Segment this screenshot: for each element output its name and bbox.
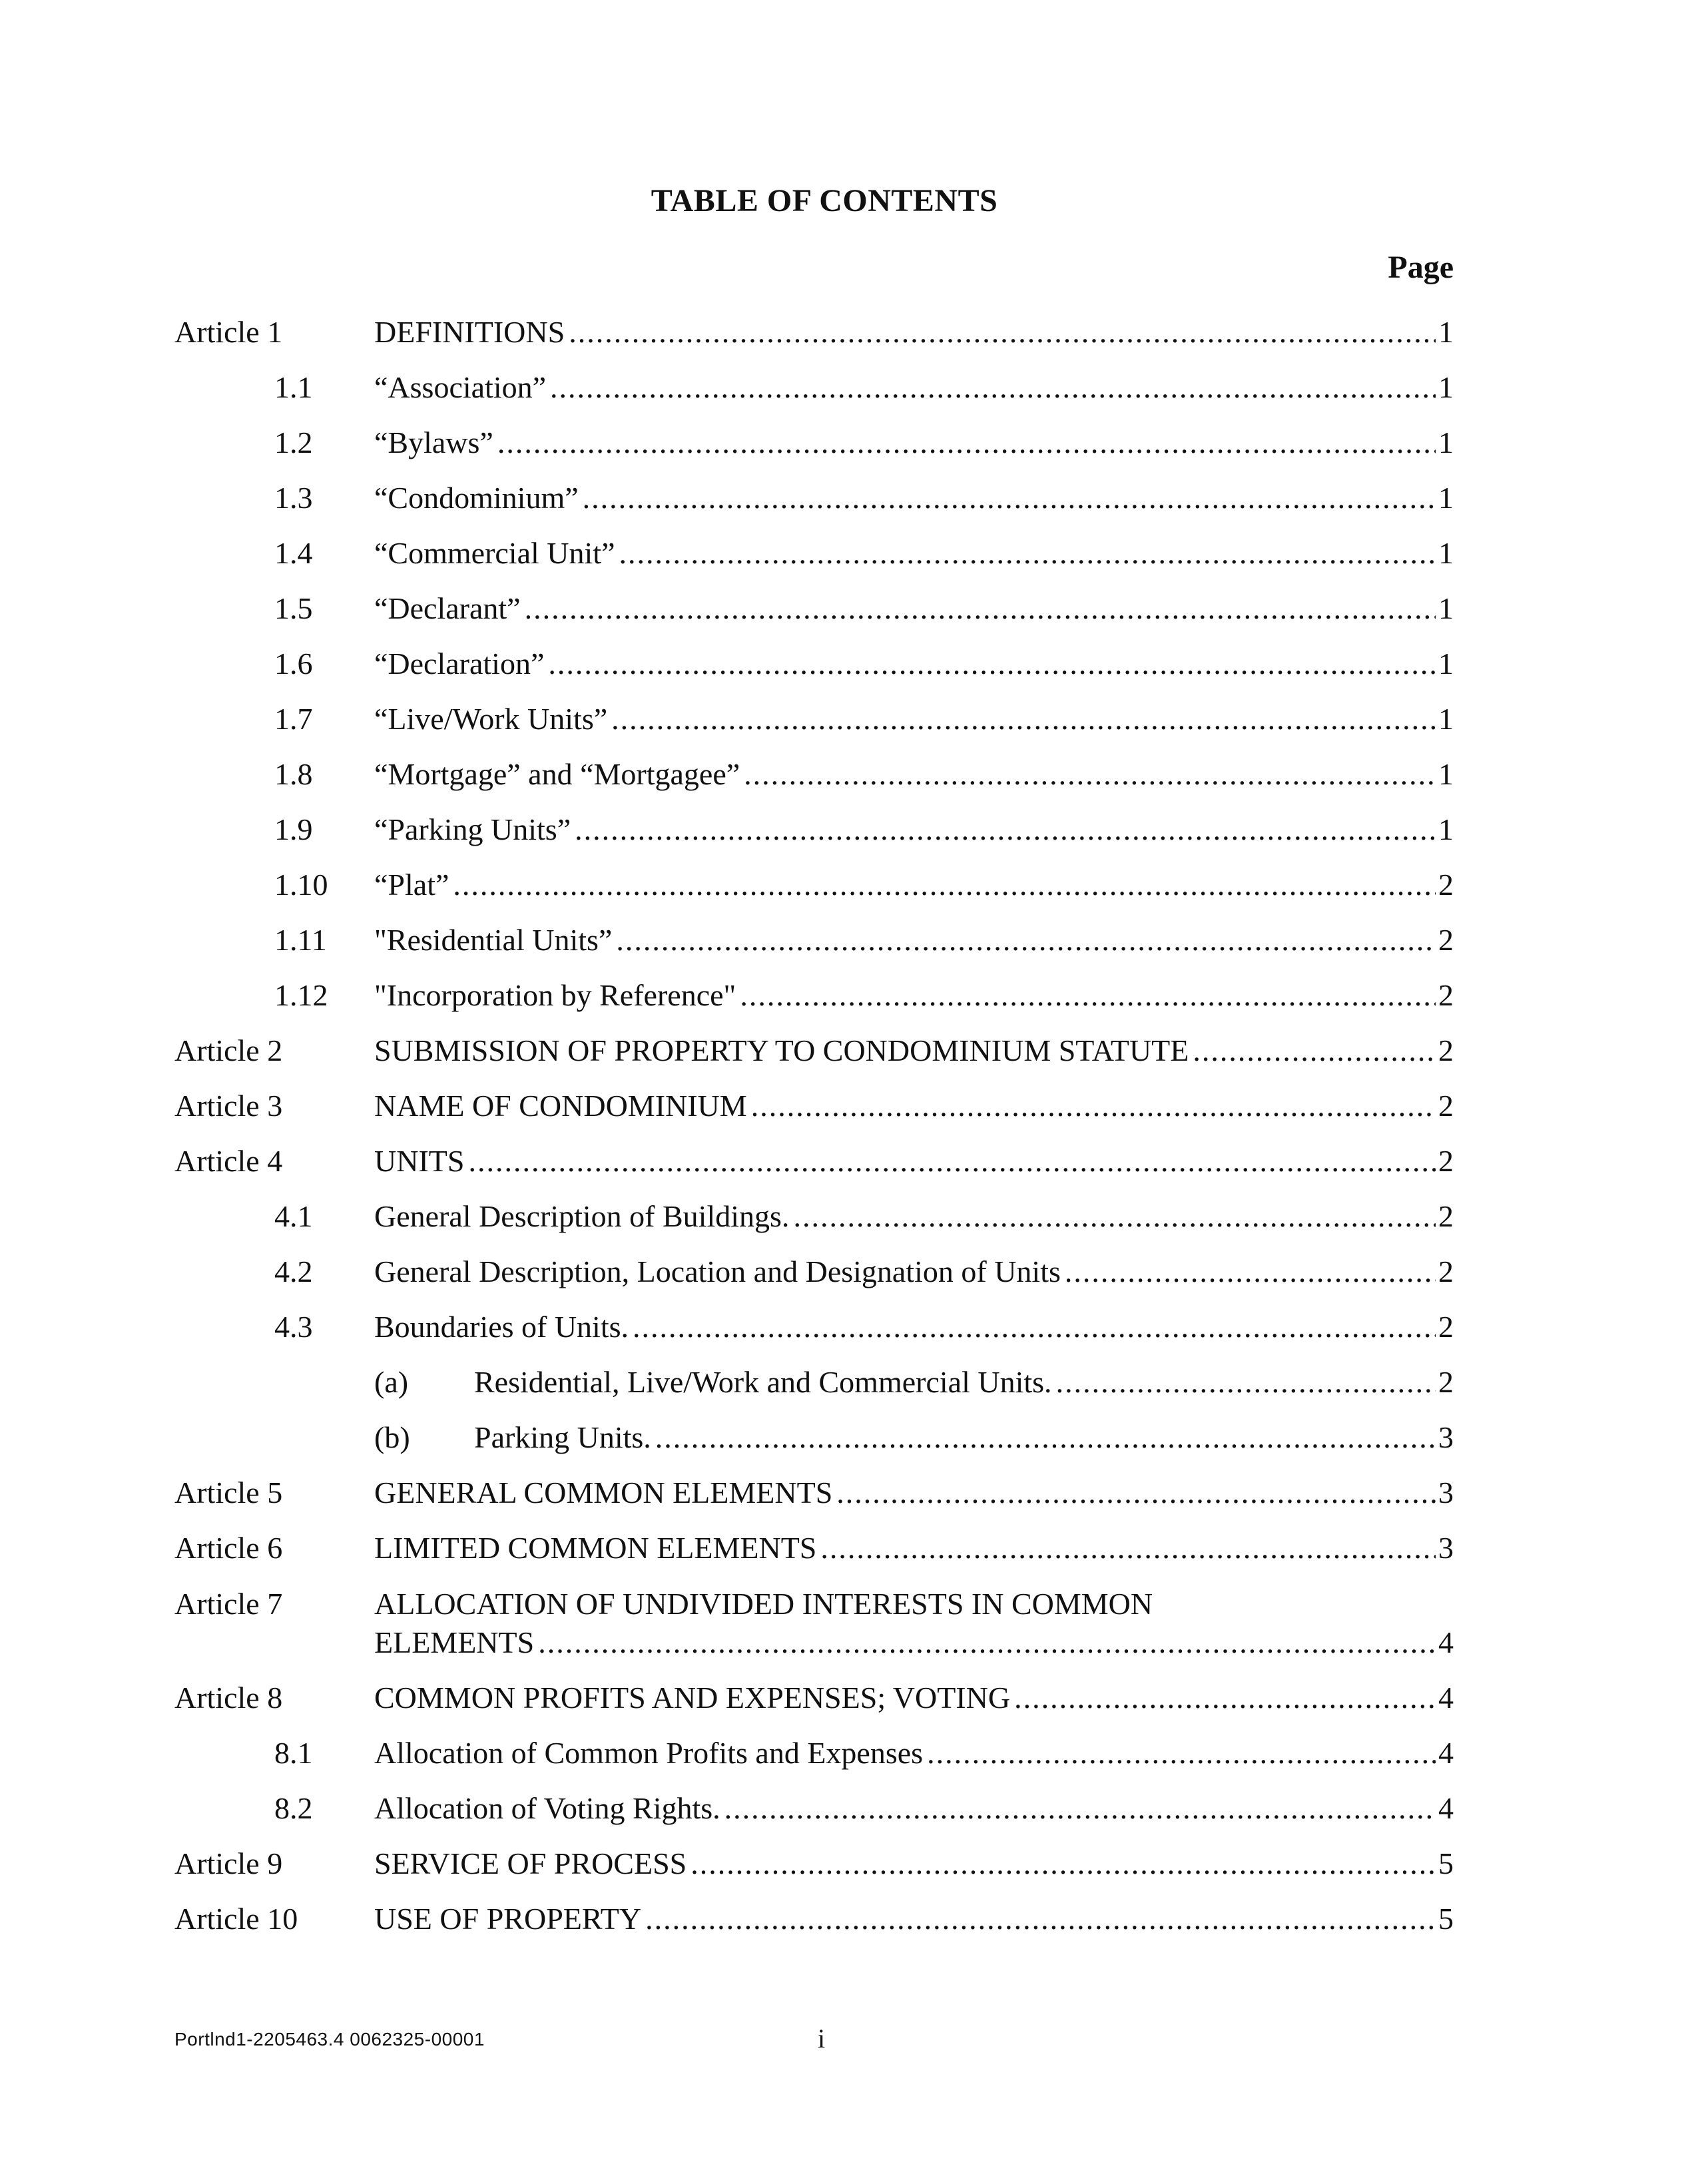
dot-leader: [583, 479, 1436, 517]
toc-entry-number: 1.5: [274, 591, 313, 625]
toc-entry-page: 2: [1438, 1144, 1454, 1178]
toc-entry-page: 3: [1438, 1531, 1454, 1565]
page-column-heading: Page: [1388, 250, 1454, 285]
toc-entry-number: (b): [374, 1420, 410, 1454]
toc-entry-number: 1.10: [274, 868, 328, 902]
dot-leader: [569, 313, 1436, 352]
toc-entry-title: General Description, Location and Designation of Units: [374, 1254, 1061, 1288]
toc-entry-page: 1: [1438, 536, 1454, 570]
toc-entry-page: 1: [1438, 812, 1454, 846]
toc-entry-title: ELEMENTS: [374, 1625, 535, 1659]
toc-entry-page: 5: [1438, 1902, 1454, 1936]
toc-entry-title: “Declaration”: [374, 647, 545, 681]
toc-entry-title: SERVICE OF PROCESS: [374, 1846, 687, 1880]
toc-entry-title: DEFINITIONS: [374, 315, 565, 349]
toc-entry-title: “Commercial Unit”: [374, 536, 615, 570]
dot-leader: [724, 1789, 1436, 1828]
dot-leader: [645, 1900, 1436, 1938]
dot-leader: [453, 866, 1436, 904]
page-number: i: [818, 2024, 826, 2053]
document-id: Portlnd1-2205463.4 0062325-00001: [174, 2029, 485, 2049]
toc-entry-page: 1: [1438, 425, 1454, 459]
toc-entry-page: 4: [1438, 1736, 1454, 1770]
dot-leader: [619, 534, 1436, 573]
dot-leader: [633, 1308, 1436, 1346]
toc-entry-page: 1: [1438, 481, 1454, 515]
toc-entry-page: 2: [1438, 1033, 1454, 1067]
page-title: TABLE OF CONTENTS: [651, 183, 998, 218]
toc-entry-number: 8.2: [274, 1791, 313, 1825]
dot-leader: [616, 921, 1436, 959]
toc-entry-number: Article 10: [174, 1902, 298, 1936]
dot-leader: [538, 1623, 1436, 1662]
toc-entry-title: Boundaries of Units.: [374, 1310, 629, 1344]
toc-entry-title: GENERAL COMMON ELEMENTS: [374, 1476, 833, 1509]
toc-entry-page: 1: [1438, 647, 1454, 681]
toc-entry-number: 1.7: [274, 702, 313, 736]
toc-entry-title: “Association”: [374, 370, 547, 404]
dot-leader: [793, 1197, 1436, 1236]
toc-entry-title: Allocation of Voting Rights.: [374, 1791, 720, 1825]
dot-leader: [744, 755, 1436, 794]
dot-leader: [655, 1418, 1436, 1457]
toc-entry-page: 3: [1438, 1476, 1454, 1509]
toc-entry-page: 1: [1438, 757, 1454, 791]
toc-entry-title: Parking Units.: [474, 1420, 651, 1454]
dot-leader: [1065, 1252, 1436, 1291]
toc-entry-number: 1.11: [274, 923, 327, 957]
toc-entry-title: “Parking Units”: [374, 812, 571, 846]
toc-entry-number: Article 7: [174, 1587, 283, 1621]
toc-entry-number: 1.12: [274, 978, 328, 1012]
toc-entry-number: 1.1: [274, 370, 313, 404]
toc-entry-page: 5: [1438, 1846, 1454, 1880]
toc-entry-title: LIMITED COMMON ELEMENTS: [374, 1531, 817, 1565]
toc-entry-number: 1.2: [274, 425, 313, 459]
toc-entry-number: 8.1: [274, 1736, 313, 1770]
toc-entry-page: 1: [1438, 370, 1454, 404]
toc-entry-number: Article 5: [174, 1476, 283, 1509]
toc-entry-page: 2: [1438, 923, 1454, 957]
toc-entry-page: 3: [1438, 1420, 1454, 1454]
dot-leader: [691, 1844, 1436, 1883]
toc-entry-number: Article 6: [174, 1531, 283, 1565]
toc-entry-title: General Description of Buildings.: [374, 1199, 790, 1233]
toc-entry-title: “Live/Work Units”: [374, 702, 608, 736]
dot-leader: [611, 700, 1436, 738]
toc-entry-number: 1.9: [274, 812, 313, 846]
toc-entry-title: “Declarant”: [374, 591, 521, 625]
dot-leader: [550, 368, 1436, 407]
toc-entry-page: 2: [1438, 1199, 1454, 1233]
toc-entry-title: “Bylaws”: [374, 425, 493, 459]
dot-leader: [525, 589, 1436, 628]
toc-entry-number: Article 4: [174, 1144, 283, 1178]
toc-entry-page: 2: [1438, 1310, 1454, 1344]
toc-entry-title: “Plat”: [374, 868, 449, 902]
toc-entry-number: 1.6: [274, 647, 313, 681]
toc-entry-number: 4.3: [274, 1310, 313, 1344]
toc-entry-title: USE OF PROPERTY: [374, 1902, 642, 1936]
toc-entry-title: COMMON PROFITS AND EXPENSES; VOTING: [374, 1681, 1011, 1715]
toc-entry-page: 2: [1438, 1365, 1454, 1399]
dot-leader: [548, 645, 1436, 683]
dot-leader: [468, 1142, 1436, 1181]
toc-entry-page: 2: [1438, 978, 1454, 1012]
toc-entry[interactable]: [0, 1585, 1688, 1662]
toc-entry-page: 4: [1438, 1625, 1454, 1659]
toc-entry-title: NAME OF CONDOMINIUM: [374, 1089, 747, 1123]
toc-entry-number: Article 8: [174, 1681, 283, 1715]
dot-leader: [1014, 1679, 1436, 1717]
toc-entry-title: "Incorporation by Reference": [374, 978, 736, 1012]
toc-entry-title: “Condominium”: [374, 481, 579, 515]
dot-leader: [1056, 1363, 1436, 1402]
toc-entry-number: 1.3: [274, 481, 313, 515]
dot-leader: [836, 1474, 1436, 1512]
toc-entry-title: "Residential Units”: [374, 923, 613, 957]
dot-leader: [497, 423, 1436, 462]
toc-entry-title-line1: ALLOCATION OF UNDIVIDED INTERESTS IN COMMON: [374, 1587, 1153, 1621]
toc-entry-number: Article 9: [174, 1846, 283, 1880]
dot-leader: [1193, 1031, 1436, 1070]
toc-entry-page: 2: [1438, 1254, 1454, 1288]
toc-entry-number: 1.4: [274, 536, 313, 570]
dot-leader: [575, 810, 1436, 849]
toc-entry-title: “Mortgage” and “Mortgagee”: [374, 757, 740, 791]
toc-entry-title: SUBMISSION OF PROPERTY TO CONDOMINIUM STATUTE: [374, 1033, 1189, 1067]
toc-entry-number: Article 1: [174, 315, 283, 349]
toc-entry-page: 1: [1438, 591, 1454, 625]
toc-entry-title: Allocation of Common Profits and Expenses: [374, 1736, 924, 1770]
toc-entry-title: UNITS: [374, 1144, 465, 1178]
toc-entry-number: Article 3: [174, 1089, 283, 1123]
toc-entry-page: 4: [1438, 1681, 1454, 1715]
toc-entry-number: (a): [374, 1365, 409, 1399]
toc-entry-page: 1: [1438, 315, 1454, 349]
toc-entry-number: Article 2: [174, 1033, 283, 1067]
toc-entry-number: 4.1: [274, 1199, 313, 1233]
dot-leader: [751, 1087, 1436, 1125]
toc-entry-title: Residential, Live/Work and Commercial Units.: [474, 1365, 1052, 1399]
toc-entry-page: 2: [1438, 868, 1454, 902]
toc-entry-number: 1.8: [274, 757, 313, 791]
toc-entry-page: 4: [1438, 1791, 1454, 1825]
dot-leader: [820, 1529, 1436, 1567]
toc-entry-number: 4.2: [274, 1254, 313, 1288]
toc-entry-page: 2: [1438, 1089, 1454, 1123]
dot-leader: [740, 976, 1436, 1015]
dot-leader: [927, 1734, 1436, 1773]
toc-entry-page: 1: [1438, 702, 1454, 736]
